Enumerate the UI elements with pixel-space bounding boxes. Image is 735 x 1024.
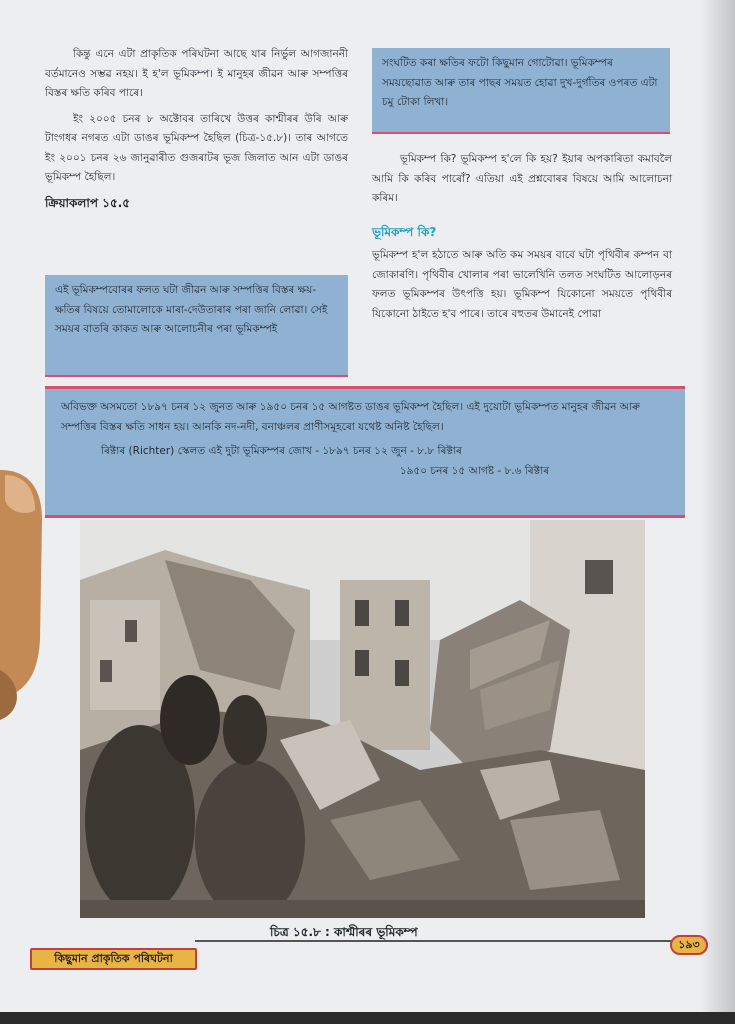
background-edge (0, 1012, 735, 1024)
activity-box-text: এই ভূমিকম্পবোৰৰ ফলত ঘটা জীৱন আৰু সম্পত্তিৰ বিস্তৰ ক্ষয়-ক্ষতিৰ বিষয়ে তোমালোকে মাৰা-দেউতাৰাৰ পৰা জানি লোৱা। সেই সময়ৰ বাতৰি কাকত আৰু আলোচনীৰ পৰা ভূমিকম্পই (55, 284, 328, 335)
assam-earthquake-text: অবিভক্ত অসমতো ১৮৯৭ চনৰ ১২ জুনত আৰু ১৯৫০ চনৰ ১৫ আগষ্টত ডাঙৰ ভূমিকম্প হৈছিল। এই দুয়োটা ভূমিকম্পত মানুহৰ জীৱন আৰু সম্পত্তিৰ বিস্তৰ ক্ষতি সাধন হয়। আনকি নদ-নদী, বনাঞ্চলৰ প্ৰাণীসমূহৰো যথেষ্ট অনিষ্ট হৈছিল। (61, 401, 640, 433)
richter-line-1: ৰিক্টাৰ (Richter) স্কেলত এই দুটা ভূমিকম্পৰ জোখ - ১৮৯৭ চনৰ ১২ জুন - ৮.৮ ৰিক্টাৰ (101, 445, 462, 457)
intro-paragraph: কিন্তু এনে এটা প্ৰাকৃতিক পৰিঘটনা আছে যাৰ নিৰ্ভুল আগজাননী বৰ্তমানেও সম্ভৱ নহয়। ই হ'ল ভূমিকম্প। ই মানুহৰ জীৱন আৰু সম্পত্তিৰ বিস্তৰ ক্ষতি কৰিব পাৰে। (45, 48, 348, 99)
earthquake-photo (80, 520, 645, 918)
definition-paragraph: ভূমিকম্প হ'ল হঠাতে আৰু অতি কম সময়ৰ বাবে ঘটা পৃথিবীৰ কম্পন বা জোকাৰণি। পৃথিবীৰ খোলাৰ পৰা ভালেখিনি তলত সংঘটিত আলোড়নৰ ফলত ভূমিকম্পৰ উৎপত্তি হয়। ভূমিকম্প যিকোনো সময়তে পৃথিবীৰ যিকোনো ঠাইতে হ'ব পাৰে। তাৰে বহুতৰ উমানেই পোৱা (372, 249, 672, 320)
collapsed-buildings-image (80, 520, 645, 918)
thumb-photo (0, 470, 45, 720)
page-shadow (700, 0, 735, 1024)
activity-box (45, 275, 348, 377)
footer-divider (195, 940, 675, 942)
activity-heading: ক্ৰিয়াকলাপ ১৫.৫ (45, 195, 131, 210)
page-number: ১৯৩ (670, 935, 708, 955)
assam-earthquake-box (45, 386, 685, 518)
activity-continued-text: সংঘটিত কৰা ক্ষতিৰ ফটো কিছুমান গোটোৱা। ভূমিকম্পৰ সময়ছোৱাত আৰু তাৰ পাছৰ সময়ত হোৱা দুখ-দুৰ্গতিৰ ওপৰত এটা চমু টোকা লিখা। (382, 57, 658, 108)
questions-paragraph: ভূমিকম্প কি? ভূমিকম্প হ'লে কি হয়? ইয়াৰ অপকাৰিতা কমাবলৈ আমি কি কৰিব পাৰোঁ? এতিয়া এই প্ৰশ্নবোৰৰ বিষয়ে আমি আলোচনা কৰিম। (372, 153, 672, 204)
what-is-earthquake-heading: ভূমিকম্প কি? (372, 224, 437, 239)
chapter-tag: কিছুমান প্ৰাকৃতিক পৰিঘটনা (30, 948, 197, 970)
left-column (45, 45, 348, 217)
richter-line-2: ১৯৫০ চনৰ ১৫ আগষ্ট - ৮.৬ ৰিক্টাৰ (399, 465, 549, 477)
right-column (372, 150, 672, 330)
activity-continued-box (372, 48, 670, 134)
kashmir-paragraph: ইং ২০০৫ চনৰ ৮ অক্টোবৰ তাৰিখে উত্তৰ কাশ্মীৰৰ উৰি আৰু টাংগধৰ নগৰত এটা ডাঙৰ ভূমিকম্প হৈছিল (চিত্ৰ-১৫.৮)। তাৰ আগতে ইং ২০০১ চনৰ ২৬ জানুৱাৰীত গুজৰাটৰ ভূজ জিলাত আন এটা ডাঙৰ ভূমিকম্প হৈছিল। (45, 112, 348, 183)
figure-caption: চিত্ৰ ১৫.৮ : কাশ্মীৰৰ ভূমিকম্প (270, 925, 418, 939)
